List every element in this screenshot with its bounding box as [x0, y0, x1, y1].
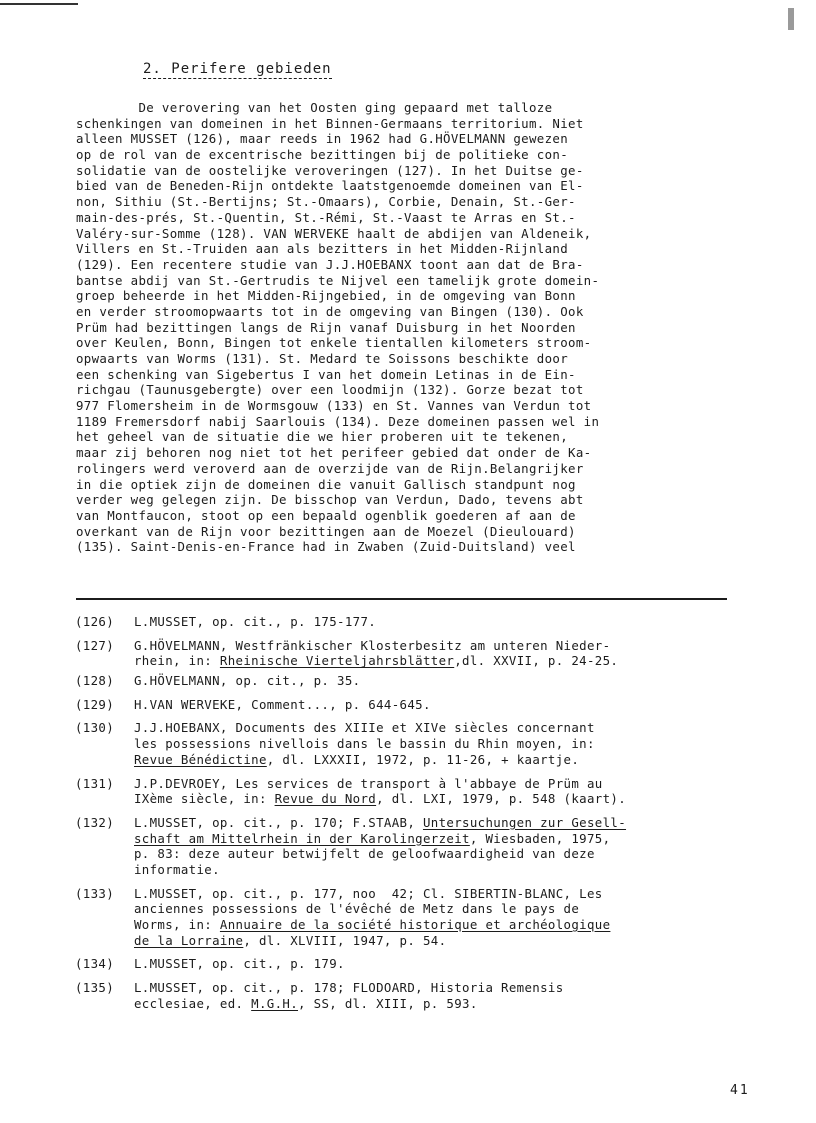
underlined-title: Rheinische Vierteljahrsblätter	[219, 653, 455, 669]
footnote-line	[134, 638, 765, 654]
footnote-number: (134)	[75, 956, 115, 972]
footnotes-list	[75, 614, 765, 1020]
footnote	[75, 886, 765, 949]
footnote-line	[134, 614, 765, 630]
body-line: maar zij behoren nog niet tot het perifeer gebied dat onder de Ka-	[76, 445, 592, 461]
footnote-text	[134, 673, 765, 689]
footnote-text	[134, 720, 765, 767]
page-number: 41	[730, 1083, 750, 1098]
underlined-title: Untersuchungen zur Gesell-	[422, 814, 627, 830]
body-line: een schenking van Sigebertus I van het domein Letinas in de Ein-	[76, 366, 576, 382]
footnote-line	[134, 815, 765, 831]
body-line: 1189 Fremersdorf nabij Saarlouis (134). Deze domeinen passen wel in	[76, 413, 600, 429]
footnote-number: (131)	[75, 775, 115, 791]
footnote-segment: rhein, in:	[134, 653, 220, 669]
footnote-segment: anciennes possessions de l'évêché de Metz dans le pays de	[134, 901, 580, 917]
body-line: rolingers werd veroverd aan de overzijde van de Rijn.Belangrijker	[76, 460, 584, 476]
footnote-text	[134, 956, 765, 972]
underlined-title: Revue Bénédictine	[134, 751, 267, 767]
footnote-line	[134, 720, 765, 736]
footnote-segment: G.HÖVELMANN, Westfränkischer Klosterbesitz am unteren Nieder-	[134, 637, 611, 653]
footnote-divider	[76, 598, 727, 600]
body-line: in die optiek zijn de domeinen die vanuit Gallisch standpunt nog	[76, 476, 576, 492]
footnote-segment: , Wiesbaden, 1975,	[469, 830, 611, 846]
body-line: (129). Een recentere studie van J.J.HOEBANX toont aan dat de Bra-	[76, 256, 584, 272]
footnote	[75, 815, 765, 878]
body-line: het geheel van de situatie die we hier proberen uit te tekenen,	[76, 429, 569, 445]
body-line: opwaarts van Worms (131). St. Medard te Soissons beschikte door	[76, 351, 569, 366]
footnote	[75, 980, 765, 1011]
footnote	[75, 614, 765, 630]
footnote-line	[134, 776, 765, 792]
footnote-number: (132)	[75, 814, 115, 830]
footnote	[75, 720, 765, 767]
body-line: en verder stroomopwaarts tot in de omgeving van Bingen (130). Ook	[76, 303, 584, 319]
footnote-segment: L.MUSSET, op. cit., p. 178; FLODOARD, Historia Remensis	[134, 980, 564, 996]
footnote-number: (126)	[75, 614, 115, 629]
body-line: bied van de Beneden-Rijn ontdekte laatstgenoemde domeinen van El-	[76, 178, 584, 194]
footnote-segment: J.P.DEVROEY, Les services de transport à l'abbaye de Prüm au	[134, 775, 603, 791]
body-line: over Keulen, Bonn, Bingen tot enkele tientallen kilometers stroom-	[76, 335, 592, 351]
footnote-line	[134, 933, 765, 949]
footnote-text	[134, 886, 765, 949]
footnote-segment: L.MUSSET, op. cit., p. 177, noo 42; Cl. SIBERTIN-BLANC, Les	[134, 885, 603, 901]
underlined-title: Annuaire de la société historique et archéologique	[219, 917, 611, 933]
footnote-segment: p. 83: deze auteur betwijfelt de geloofwaardigheid van deze	[134, 846, 595, 862]
body-line: richgau (Taunusgebergte) over een loodmijn (132). Gorze bezat tot	[76, 382, 584, 398]
footnote-text	[134, 697, 765, 713]
body-line: non, Sithiu (St.-Bertijns; St.-Omaars), Corbie, Denain, St.-Ger-	[76, 194, 576, 210]
footnote-line	[134, 831, 765, 847]
body-line: Valéry-sur-Somme (128). VAN WERVEKE haalt de abdijen van Aldeneik,	[76, 225, 592, 241]
body-line: groep beheerde in het Midden-Rijngebied, in de omgeving van Bonn	[76, 288, 576, 304]
footnote-number: (128)	[75, 673, 115, 689]
underlined-title: de la Lorraine	[134, 932, 244, 948]
footnote-segment: ecclesiae, ed.	[134, 995, 252, 1011]
footnote-line	[134, 673, 765, 689]
footnote-segment: les possessions nivellois dans le bassin du Rhin moyen, in:	[134, 736, 595, 752]
body-line: overkant van de Rijn voor bezittingen aan de Moezel (Dieulouard)	[76, 523, 576, 539]
footnote-number: (129)	[75, 696, 115, 712]
footnote-segment: , dl. XLVIII, 1947, p. 54.	[243, 932, 447, 948]
underlined-title: Revue du Nord	[274, 791, 377, 807]
footnote-segment: G.HÖVELMANN, op. cit., p. 35.	[134, 673, 361, 689]
footnote-segment: Worms, in:	[134, 917, 220, 933]
footnote-segment: , dl. LXI, 1979, p. 548 (kaart).	[376, 791, 627, 807]
footnote-text	[134, 980, 765, 1011]
body-line: (135). Saint-Denis-en-France had in Zwaben (Zuid-Duitsland) veel	[76, 539, 576, 555]
footnote-line	[134, 956, 765, 972]
footnote	[75, 776, 765, 807]
footnote-number: (127)	[75, 637, 115, 653]
footnote-segment: IXème siècle, in:	[134, 791, 275, 807]
footnote-segment: , SS, dl. XIII, p. 593.	[298, 995, 478, 1011]
footnote	[75, 673, 765, 689]
footnote-text	[134, 638, 765, 669]
footnote-segment: H.VAN WERVEKE, Comment..., p. 644-645.	[134, 696, 431, 712]
body-line: De verovering van het Oosten ging gepaard met talloze	[76, 100, 553, 115]
footnote-line	[134, 980, 765, 996]
underlined-title: M.G.H.	[251, 995, 299, 1011]
underlined-title: schaft am Mittelrhein in der Karolingerzeit	[134, 830, 470, 846]
footnote-line	[134, 862, 765, 878]
body-line: verder weg gelegen zijn. De bisschop van Verdun, Dado, tevens abt	[76, 492, 584, 508]
body-paragraph	[76, 100, 726, 555]
footnote-segment: L.MUSSET, op. cit., p. 170; F.STAAB,	[134, 814, 423, 830]
footnote-number: (133)	[75, 885, 115, 901]
footnote-number: (135)	[75, 980, 115, 996]
footnote-text	[134, 776, 765, 807]
footnote-line	[134, 697, 765, 713]
footnote	[75, 638, 765, 669]
footnote-line	[134, 846, 765, 862]
body-line: op de rol van de excentrische bezittingen bij de politieke con-	[76, 147, 569, 163]
footnote	[75, 956, 765, 972]
footnote-line	[134, 901, 765, 917]
footnote	[75, 697, 765, 713]
body-line: 977 Flomersheim in de Wormsgouw (133) en St. Vannes van Verdun tot	[76, 398, 592, 414]
footnote-line	[134, 996, 765, 1012]
footnote-line	[134, 917, 765, 933]
footnote-text	[134, 815, 765, 878]
footnote-segment: ,dl. XXVII, p. 24-25.	[454, 653, 619, 669]
body-line: solidatie van de oostelijke veroveringen (127). In het Duitse ge-	[76, 162, 584, 178]
footnote-line	[134, 791, 765, 807]
body-line: main-des-prés, St.-Quentin, St.-Rémi, St.-Vaast te Arras en St.-	[76, 209, 576, 225]
corner-scan-mark	[788, 8, 794, 30]
body-line: schenkingen van domeinen in het Binnen-Germaans territorium. Niet	[76, 115, 584, 131]
footnote-text	[134, 614, 765, 630]
footnote-segment: , dl. LXXXII, 1972, p. 11-26, + kaartje.	[266, 751, 580, 767]
footnote-line	[134, 886, 765, 902]
section-title: 2. Perifere gebieden	[143, 61, 332, 77]
footnote-segment: informatie.	[134, 861, 220, 877]
top-scan-mark	[0, 3, 78, 5]
body-line: van Montfaucon, stoot op een bepaald ogenblik goederen af aan de	[76, 507, 576, 523]
body-line: Villers en St.-Truiden aan als bezitters in het Midden-Rijnland	[76, 241, 569, 257]
body-line: Prüm had bezittingen langs de Rijn vanaf Duisburg in het Noorden	[76, 319, 576, 335]
body-line: alleen MUSSET (126), maar reeds in 1962 had G.HÖVELMANN gewezen	[76, 131, 569, 147]
footnote-line	[134, 736, 765, 752]
footnote-line	[134, 752, 765, 768]
footnote-number: (130)	[75, 720, 115, 736]
footnote-segment: J.J.HOEBANX, Documents des XIIIe et XIVe siècles concernant	[134, 720, 595, 736]
footnote-line	[134, 653, 765, 669]
footnote-segment: L.MUSSET, op. cit., p. 179.	[134, 956, 345, 972]
footnote-segment: L.MUSSET, op. cit., p. 175-177.	[134, 614, 377, 629]
body-line: bantse abdij van St.-Gertrudis te Nijvel een tamelijk grote domein-	[76, 272, 600, 288]
